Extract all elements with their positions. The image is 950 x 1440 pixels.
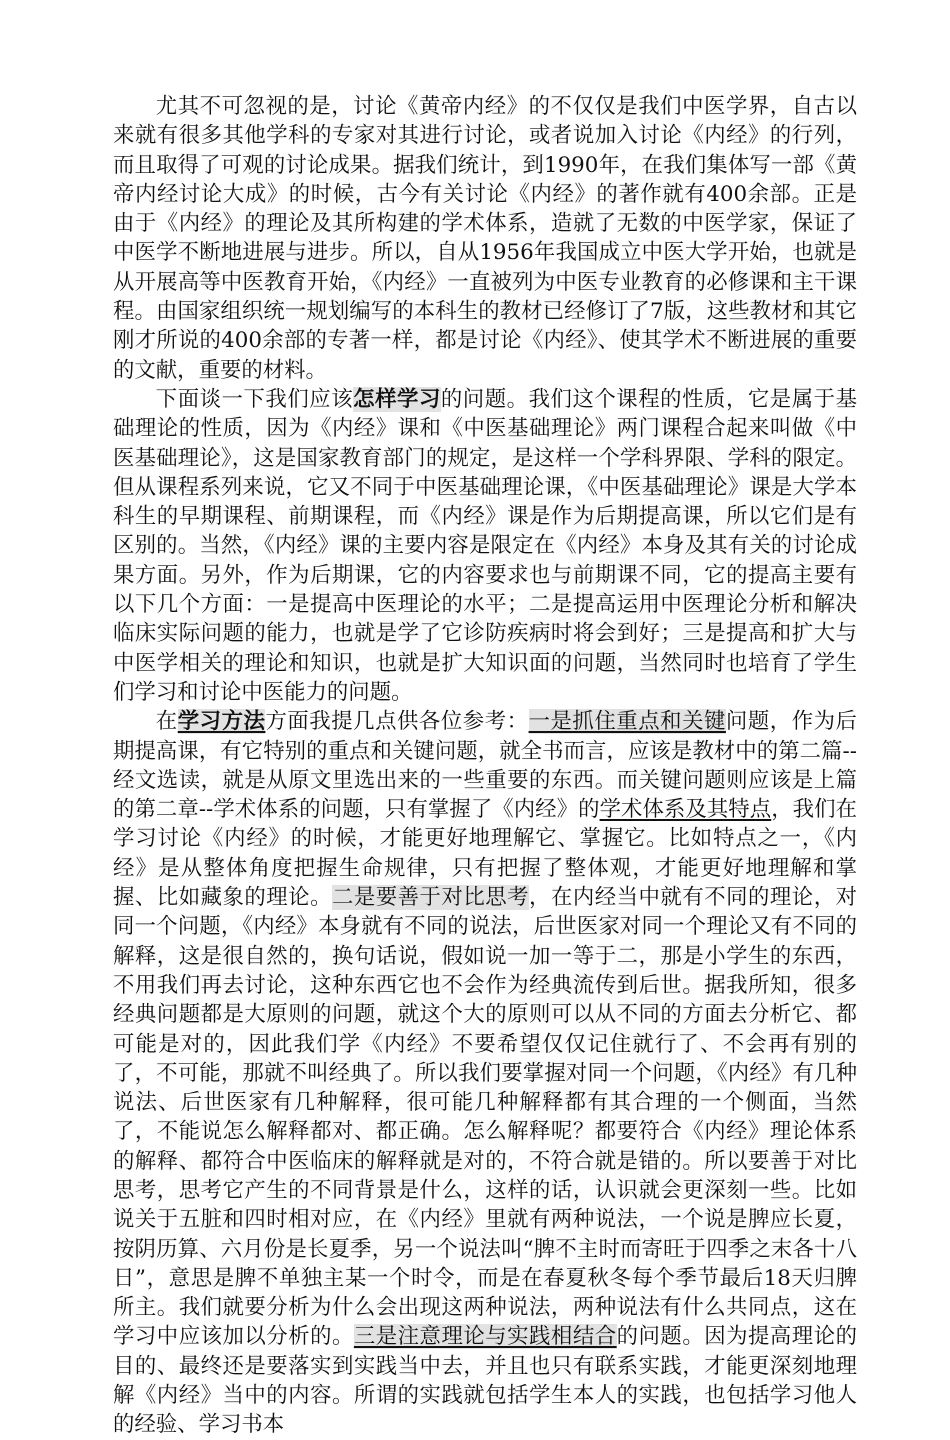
paragraph-how-to-study [113, 385, 857, 707]
highlight-point-three: 三是注意理论与实践相结合 [353, 1324, 617, 1350]
paragraph-text: ，我们在学习讨论《内经》的时候，才能更好地理解它、掌握它。比如特点之一，《内经》是从整体角度把握生命规律，只有把握了整体观，才能更好地理解和掌握、比如藏象的理论。 [113, 797, 857, 911]
highlight-study-methods: 学习方法 [177, 709, 266, 735]
paragraph-study-methods [113, 707, 857, 1439]
paragraph-influence [113, 92, 857, 385]
paragraph-text: ，在内经当中就有不同的理论，对同一个问题，《内经》本身就有不同的说法，后世医家对同一个理论又有不同的解释，这是很自然的，换句话说，假如说一加一等于二，那是小学生的东西，不用我们再去讨论，这种东西它也不会作为经典流传到后世。据我所知，很多经典问题都是大原则的问题，就这个大的原则可以从不同的方面去分析它、都可能是对的，因此我们学《内经》不要希望仅仅记住就行了、不会再有别的了，不可能，那就不叫经典了。所以我们要掌握对同一个问题，《内经》有几种说法、后世医家有几种解释，很可能几种解释都有其合理的一个侧面，当然了，不能说怎么解释都对、都正确。怎么解释呢？都要符合《内经》理论体系的解释、都符合中医临床的解释就是对的，不符合就是错的。所以要善于对比思考，思考它产生的不同背景是什么，这样的话，认识就会更深刻一些。比如说关于五脏和四时相对应，在《内经》里就有两种说法，一个说是脾应长夏，按阴历算、六月份是长夏季，另一个说法叫“脾不主时而寄旺于四季之末各十八日”，意思是脾不单独主某一个时令，而是在春夏秋冬每个季节最后18天归脾所主。我们就要分析为什么会出现这两种说法，两种说法有什么共同点，这在学习中应该加以分析的。 [113, 885, 857, 1350]
paragraph-text: 方面我提几点供各位参考： [265, 709, 529, 735]
paragraph-text: 下面谈一下我们应该 [155, 386, 354, 412]
highlight-point-two: 二是要善于对比思考 [331, 885, 530, 911]
paragraph-text: 在 [155, 709, 178, 735]
paragraph-text: 的问题。因为提高理论的目的、最终还是要落实到实践当中去，并且也只有联系实践，才能更深刻地理解《内经》当中的内容。所谓的实践就包括学生本人的实践，也包括学习他人的经验、学习书本 [113, 1324, 857, 1438]
document-page [113, 92, 857, 1440]
paragraph-text: 的问题。我们这个课程的性质，它是属于基础理论的性质，因为《内经》课和《中医基础理论》两门课程合起来叫做《中医基础理论》，这是国家教育部门的规定，是这样一个学科界限、学科的限定。但从课程系列来说，它又不同于中医基础理论课，《中医基础理论》课是大学本科生的早期课程、前期课程，而《内经》课是作为后期提高课，所以它们是有区别的。当然，《内经》课的主要内容是限定在《内经》本身及其有关的讨论成果方面。另外，作为后期课，它的内容要求也与前期课不同，它的提高主要有以下几个方面：一是提高中医理论的水平；二是提高运用中医理论分析和解决临床实际问题的能力，也就是学了它诊防疾病时将会到好；三是提高和扩大与中医学相关的理论和知识，也就是扩大知识面的问题，当然同时也培育了学生们学习和讨论中医能力的问题。 [113, 386, 857, 705]
highlight-point-one: 一是抓住重点和关键 [528, 709, 726, 735]
paragraph-text: 问题，作为后期提高课，有它特别的重点和关键问题，就全书而言，应该是教材中的第二篇--经文选读，就是从原文里选出来的一些重要的东西。而关键问题则应该是上篇的第二章--学术体系的问题，只有掌握了《内经》的 [113, 709, 857, 823]
underline-academic-system: 学术体系及其特点 [599, 797, 772, 823]
paragraph-text: 尤其不可忽视的是，讨论《黄帝内经》的不仅仅是我们中医学界，自古以来就有很多其他学科的专家对其进行讨论，或者说加入讨论《内经》的行列，而且取得了可观的讨论成果。据我们统计，到1990年，在我们集体写一部《黄帝内经讨论大成》的时候，古今有关讨论《内经》的著作就有400余部。正是由于《内经》的理论及其所构建的学术体系，造就了无数的中医学家，保证了中医学不断地进展与进步。所以，自从1956年我国成立中医大学开始，也就是从开展高等中医教育开始，《内经》一直被列为中医专业教育的必修课和主干课程。由国家组织统一规划编写的本科生的教材已经修订了7版，这些教材和其它刚才所说的400余部的专著一样，都是讨论《内经》、使其学术不断进展的重要的文献，重要的材料。 [113, 94, 857, 383]
highlight-how-to-study: 怎样学习 [353, 386, 441, 412]
